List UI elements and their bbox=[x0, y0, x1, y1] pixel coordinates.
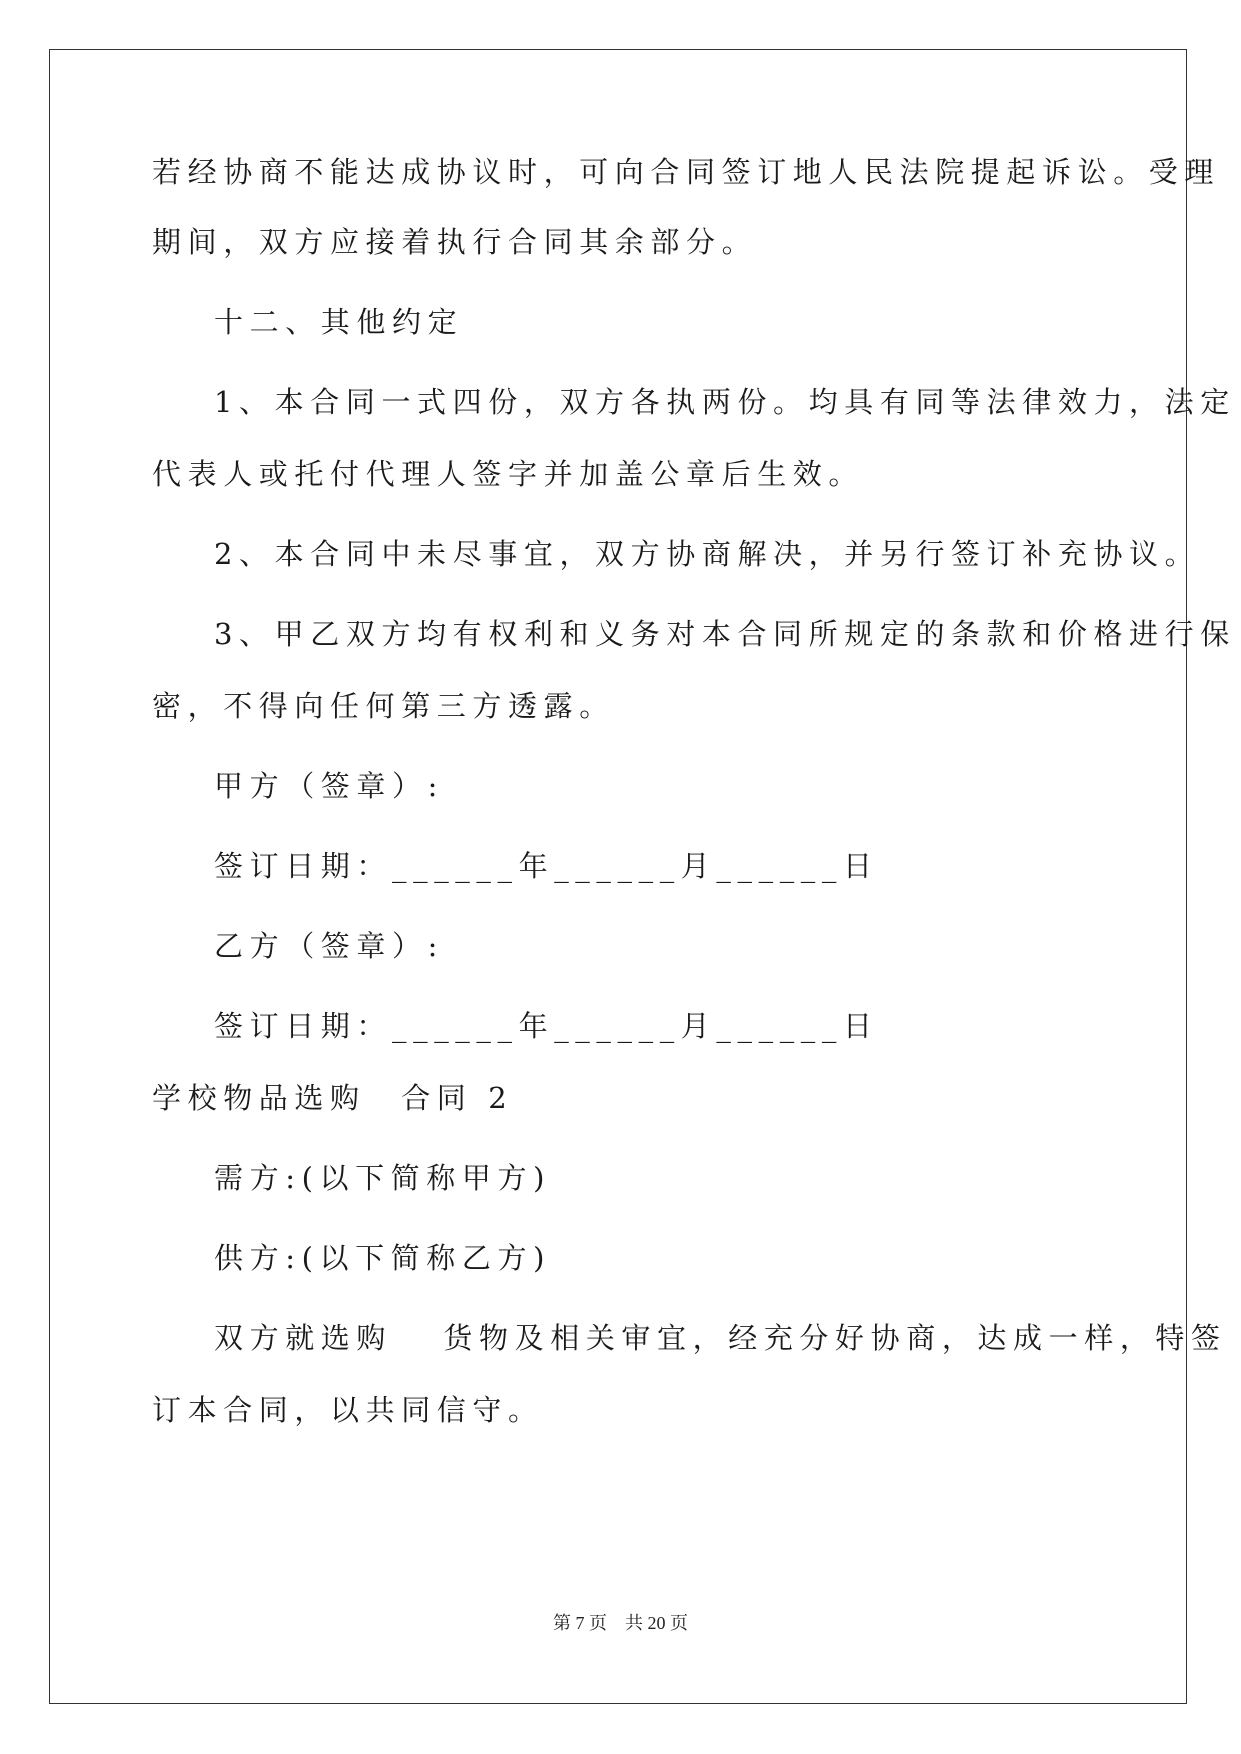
paragraph-line: 3、甲乙双方均有权利和义务对本合同所规定的条款和价格进行保 bbox=[214, 617, 1236, 651]
paragraph-line: 1、本合同一式四份，双方各执两份。均具有同等法律效力，法定 bbox=[214, 385, 1236, 419]
paragraph-line: 需方:(以下简称甲方) bbox=[214, 1161, 551, 1195]
paragraph-line: 期间，双方应接着执行合同其余部分。 bbox=[152, 225, 758, 259]
paragraph-line: 双方就选购 货物及相关审宜，经充分好协商，达成一样，特签 bbox=[214, 1321, 1227, 1355]
paragraph-line: 若经协商不能达成协议时，可向合同签订地人民法院提起诉讼。受理 bbox=[152, 155, 1221, 189]
party-a-signature-label: 甲方（签章）: bbox=[214, 769, 444, 803]
signing-date-line: 签订日期：______年______月______日 bbox=[214, 849, 879, 883]
paragraph-line: 密，不得向任何第三方透露。 bbox=[152, 689, 615, 723]
contract-title: 学校物品选购 合同 2 bbox=[152, 1081, 514, 1115]
paragraph-line: 订本合同，以共同信守。 bbox=[152, 1393, 544, 1427]
section-heading: 十二、其他约定 bbox=[214, 305, 464, 339]
paragraph-line: 供方:(以下简称乙方) bbox=[214, 1241, 551, 1275]
paragraph-line: 代表人或托付代理人签字并加盖公章后生效。 bbox=[152, 457, 865, 491]
paragraph-line: 2、本合同中未尽事宜，双方协商解决，并另行签订补充协议。 bbox=[214, 537, 1201, 571]
signing-date-line: 签订日期：______年______月______日 bbox=[214, 1009, 879, 1043]
party-b-signature-label: 乙方（签章）: bbox=[214, 929, 444, 963]
page-number-footer: 第 7 页 共 20 页 bbox=[553, 1613, 688, 1633]
